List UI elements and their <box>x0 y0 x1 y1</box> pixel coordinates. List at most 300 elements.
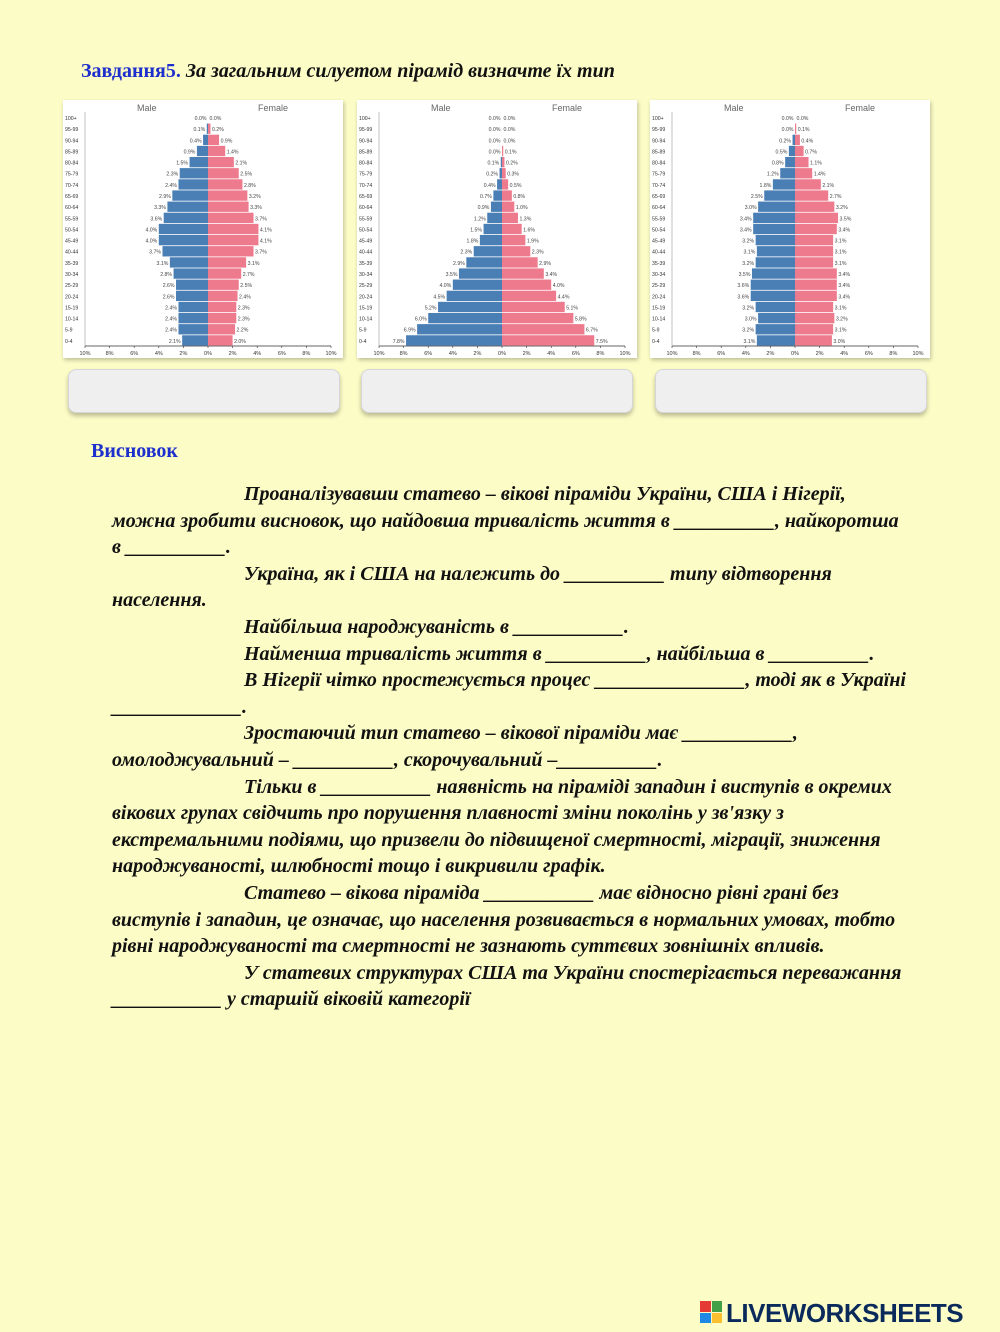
female-value-label: 0.0% <box>503 116 516 123</box>
age-group-label: 90-94 <box>359 138 373 145</box>
bar-female <box>795 157 809 167</box>
conclusion-paragraph: Найбільша народжуваність в ___________. <box>244 615 629 638</box>
x-tick-label: 4% <box>154 351 163 357</box>
female-value-label: 2.9% <box>539 260 551 267</box>
conclusion-paragraph: Статево – вікова піраміда ___________ має відносно рівні грані без виступів і западин, це означає, що населення розвивається в нормальних умовах, тобто рівні народжуваності та смертності не зазнають суттєвих зовнішніх впливів. <box>112 881 896 958</box>
female-value-label: 3.1% <box>834 260 847 267</box>
age-group-label: 50-54 <box>65 227 79 234</box>
bar-female <box>795 135 800 145</box>
bar-male <box>487 213 502 223</box>
male-value-label: 1.2% <box>766 171 779 178</box>
x-tick-label: 10% <box>373 351 385 357</box>
female-value-label: 1.4% <box>813 171 826 178</box>
conclusion-paragraph: В Нігерії чітко простежується процес _______________, тоді як в Україні _____________. <box>112 669 906 718</box>
female-value-label: 3.4% <box>838 283 851 290</box>
bar-male <box>493 190 502 200</box>
age-group-label: 95-99 <box>65 127 79 134</box>
female-value-label: 3.1% <box>247 260 260 267</box>
x-tick-label: 8% <box>596 351 605 357</box>
bar-male <box>164 213 208 223</box>
female-value-label: 3.2% <box>835 316 848 323</box>
bar-male <box>756 302 795 312</box>
age-group-label: 40-44 <box>652 249 666 256</box>
bar-male <box>757 246 795 256</box>
pyramid-svg <box>63 100 343 358</box>
age-group-label: 35-39 <box>65 260 79 267</box>
bar-female <box>795 146 804 156</box>
bar-female <box>795 280 837 290</box>
bar-female <box>208 168 239 178</box>
bar-female <box>795 168 812 178</box>
female-value-label: 4.4% <box>557 294 570 301</box>
bar-female <box>502 302 565 312</box>
male-value-label: 0.0% <box>781 116 794 123</box>
male-value-label: 6.9% <box>403 327 416 334</box>
female-value-label: 3.3% <box>250 205 262 212</box>
age-group-label: 10-14 <box>652 316 666 323</box>
male-value-label: 2.4% <box>165 305 177 312</box>
female-value-label: 0.0% <box>796 116 809 123</box>
bar-male <box>167 202 208 212</box>
male-value-label: 4.0% <box>145 227 158 234</box>
bar-female <box>502 324 584 334</box>
legend-male: Male <box>431 103 451 113</box>
bar-female <box>502 157 504 167</box>
age-group-label: 85-89 <box>65 149 79 156</box>
answer-field-3[interactable] <box>655 369 927 413</box>
age-group-label: 60-64 <box>652 205 666 212</box>
bar-male <box>178 313 208 323</box>
female-value-label: 2.1% <box>822 182 835 189</box>
x-tick-label: 10% <box>619 351 631 357</box>
female-value-label: 0.7% <box>805 149 817 156</box>
x-tick-label: 2% <box>228 351 237 357</box>
x-tick-label: 6% <box>571 351 580 357</box>
female-value-label: 2.3% <box>237 316 250 323</box>
age-group-label: 0-4 <box>65 338 73 345</box>
age-group-label: 35-39 <box>652 260 666 267</box>
bar-female <box>502 268 544 278</box>
bar-male <box>170 257 208 267</box>
answer-field-2[interactable] <box>361 369 633 413</box>
male-value-label: 4.5% <box>433 294 446 301</box>
male-value-label: 7.8% <box>392 338 405 345</box>
x-tick-label: 8% <box>692 351 701 357</box>
pyramid-chart-3 <box>650 100 930 358</box>
bar-female <box>795 202 834 212</box>
bar-male <box>758 313 795 323</box>
bar-male <box>466 257 502 267</box>
liveworksheets-logo[interactable] <box>700 1298 995 1328</box>
bar-female <box>502 313 573 323</box>
bar-male <box>453 280 502 290</box>
bar-male <box>756 257 795 267</box>
male-value-label: 0.2% <box>779 138 792 145</box>
female-value-label: 2.7% <box>829 194 842 201</box>
bar-female <box>502 168 506 178</box>
bar-female <box>208 280 239 290</box>
age-group-label: 20-24 <box>65 294 79 301</box>
female-value-label: 3.4% <box>838 294 851 301</box>
x-tick-label: 4% <box>448 351 457 357</box>
bar-male <box>764 190 795 200</box>
logo-square <box>700 1313 711 1324</box>
x-tick-label: 8% <box>302 351 311 357</box>
male-value-label: 3.7% <box>149 249 161 256</box>
x-tick-label: 8% <box>889 351 898 357</box>
male-value-label: 3.5% <box>445 272 458 279</box>
x-tick-label: 10% <box>912 351 924 357</box>
bar-male <box>758 202 795 212</box>
bar-female <box>208 157 234 167</box>
female-value-label: 2.3% <box>237 305 250 312</box>
bar-female <box>795 268 837 278</box>
male-value-label: 0.9% <box>477 205 490 212</box>
female-value-label: 5.1% <box>566 305 579 312</box>
conclusion-heading: Висновок <box>91 440 178 462</box>
male-value-label: 3.2% <box>742 238 755 245</box>
bar-male <box>757 335 795 345</box>
logo-square <box>712 1301 723 1312</box>
age-group-label: 75-79 <box>652 171 666 178</box>
age-group-label: 25-29 <box>65 283 79 290</box>
male-value-label: 3.6% <box>737 294 750 301</box>
age-group-label: 30-34 <box>652 272 666 279</box>
male-value-label: 0.0% <box>488 127 501 134</box>
bar-female <box>208 213 254 223</box>
x-tick-label: 8% <box>399 351 408 357</box>
bar-female <box>208 324 235 334</box>
female-value-label: 2.8% <box>243 182 256 189</box>
bar-male <box>438 302 502 312</box>
age-group-label: 35-39 <box>359 260 373 267</box>
age-group-label: 45-49 <box>359 238 373 245</box>
female-value-label: 5.8% <box>574 316 587 323</box>
male-value-label: 1.8% <box>466 238 479 245</box>
age-group-label: 70-74 <box>652 182 666 189</box>
bar-male <box>789 146 795 156</box>
age-group-label: 85-89 <box>359 149 373 156</box>
age-group-label: 5-9 <box>65 327 73 334</box>
male-value-label: 0.5% <box>775 149 788 156</box>
age-group-label: 30-34 <box>65 272 79 279</box>
male-value-label: 2.5% <box>750 194 763 201</box>
female-value-label: 0.5% <box>509 182 522 189</box>
female-value-label: 3.2% <box>835 205 848 212</box>
bar-male <box>501 157 502 167</box>
female-value-label: 4.1% <box>259 227 272 234</box>
age-group-label: 80-84 <box>65 160 79 167</box>
pyramid-chart-2 <box>357 100 637 358</box>
male-value-label: 0.1% <box>487 160 500 167</box>
x-tick-label: 2% <box>766 351 775 357</box>
bar-male <box>159 224 208 234</box>
female-value-label: 2.4% <box>239 294 251 301</box>
age-group-label: 15-19 <box>652 305 666 312</box>
male-value-label: 2.3% <box>460 249 473 256</box>
age-group-label: 30-34 <box>359 272 373 279</box>
conclusion-paragraph: Проаналізувавши статево – вікові піраміди України, США і Нігерії, можна зробити висновок, що найдовша тривалість життя в __________, найкоротша в __________. <box>112 483 899 559</box>
legend-male: Male <box>137 103 157 113</box>
bar-female <box>208 146 225 156</box>
x-tick-label: 0% <box>791 351 799 357</box>
male-value-label: 2.4% <box>165 316 177 323</box>
male-value-label: 3.6% <box>150 216 163 223</box>
bar-male <box>428 313 502 323</box>
bar-female <box>208 135 219 145</box>
male-value-label: 1.5% <box>470 227 483 234</box>
bar-male <box>159 235 208 245</box>
bar-female <box>502 257 538 267</box>
pyramid-svg <box>650 100 930 358</box>
male-value-label: 0.0% <box>488 149 501 156</box>
bar-female <box>795 313 834 323</box>
bar-female <box>502 246 530 256</box>
age-group-label: 60-64 <box>65 205 79 212</box>
age-group-label: 65-69 <box>652 194 666 201</box>
female-value-label: 1.9% <box>526 238 539 245</box>
male-value-label: 0.9% <box>183 149 196 156</box>
male-value-label: 3.0% <box>744 316 757 323</box>
age-group-label: 15-19 <box>65 305 79 312</box>
male-value-label: 1.8% <box>759 182 772 189</box>
male-value-label: 3.1% <box>156 260 169 267</box>
bar-female <box>795 224 837 234</box>
bar-female <box>795 179 821 189</box>
female-value-label: 3.1% <box>834 238 847 245</box>
female-value-label: 0.4% <box>801 138 814 145</box>
conclusion-paragraph: У статевих структурах США та України спостерігається переважання ___________ у старшій віковій категорії <box>112 961 902 1011</box>
bar-female <box>795 124 796 134</box>
brand-name: LIVEWORKSHEETS <box>726 1298 964 1328</box>
female-value-label: 2.2% <box>236 327 249 334</box>
female-value-label: 2.7% <box>242 272 255 279</box>
task-title <box>81 60 961 83</box>
bar-female <box>208 235 258 245</box>
bar-male <box>447 291 502 301</box>
legend-female: Female <box>258 103 289 113</box>
bar-female <box>502 213 518 223</box>
bar-male <box>752 268 795 278</box>
x-tick-label: 6% <box>864 351 873 357</box>
x-tick-label: 2% <box>179 351 188 357</box>
female-value-label: 6.7% <box>585 327 598 334</box>
bar-female <box>208 257 246 267</box>
bar-male <box>178 179 208 189</box>
answer-field-1[interactable] <box>68 369 340 413</box>
x-tick-label: 2% <box>473 351 482 357</box>
male-value-label: 3.2% <box>742 327 755 334</box>
age-group-label: 55-59 <box>652 216 666 223</box>
bar-female <box>208 124 210 134</box>
logo-square <box>700 1301 711 1312</box>
age-group-label: 0-4 <box>652 338 660 345</box>
bar-female <box>795 246 833 256</box>
female-value-label: 0.0% <box>503 138 516 145</box>
task-label: Завдання5. <box>81 60 181 82</box>
bar-male <box>751 291 795 301</box>
bar-male <box>751 280 795 290</box>
bar-female <box>208 302 236 312</box>
legend-female: Female <box>845 103 876 113</box>
bar-male <box>178 324 208 334</box>
x-tick-label: 4% <box>741 351 750 357</box>
age-group-label: 95-99 <box>652 127 666 134</box>
male-value-label: 3.2% <box>742 305 755 312</box>
female-value-label: 0.2% <box>505 160 518 167</box>
bar-female <box>208 335 233 345</box>
conclusion-paragraph: Найменша тривалість життя в __________, найбільша в __________. <box>244 642 875 665</box>
female-value-label: 2.0% <box>234 338 246 345</box>
age-group-label: 15-19 <box>359 305 373 312</box>
male-value-label: 3.1% <box>743 338 756 345</box>
male-value-label: 1.5% <box>176 160 189 167</box>
age-group-label: 5-9 <box>652 327 660 334</box>
age-group-label: 55-59 <box>359 216 373 223</box>
bar-female <box>208 202 249 212</box>
bar-male <box>178 302 208 312</box>
age-group-label: 25-29 <box>652 283 666 290</box>
male-value-label: 3.2% <box>742 260 755 267</box>
bar-male <box>180 168 208 178</box>
bar-female <box>795 213 838 223</box>
age-group-label: 95-99 <box>359 127 373 134</box>
male-value-label: 4.0% <box>145 238 158 245</box>
age-group-label: 100+ <box>65 116 77 123</box>
male-value-label: 0.8% <box>771 160 784 167</box>
bar-female <box>208 268 241 278</box>
task-text: За загальним силуетом пірамід визначте їх тип <box>180 60 615 82</box>
pyramid-svg <box>357 100 637 358</box>
age-group-label: 25-29 <box>359 283 373 290</box>
bar-male <box>785 157 795 167</box>
female-value-label: 2.1% <box>235 160 248 167</box>
female-value-label: 3.1% <box>834 249 847 256</box>
bar-male <box>176 280 208 290</box>
bar-male <box>780 168 795 178</box>
bar-female <box>795 257 833 267</box>
male-value-label: 3.1% <box>743 249 756 256</box>
x-tick-label: 10% <box>325 351 337 357</box>
age-group-label: 70-74 <box>359 182 373 189</box>
male-value-label: 0.7% <box>480 194 492 201</box>
bar-male <box>190 157 208 167</box>
age-group-label: 0-4 <box>359 338 367 345</box>
male-value-label: 3.4% <box>739 216 752 223</box>
age-group-label: 20-24 <box>359 294 373 301</box>
logo-square <box>712 1313 723 1324</box>
female-value-label: 3.7% <box>255 249 267 256</box>
bar-male <box>474 246 502 256</box>
female-value-label: 0.0% <box>209 116 222 123</box>
female-value-label: 3.5% <box>839 216 852 223</box>
x-tick-label: 0% <box>204 351 212 357</box>
female-value-label: 3.0% <box>833 338 846 345</box>
female-value-label: 3.4% <box>838 227 851 234</box>
age-group-label: 50-54 <box>359 227 373 234</box>
female-value-label: 2.5% <box>240 171 253 178</box>
female-value-label: 1.0% <box>515 205 528 212</box>
bar-male <box>756 235 795 245</box>
x-tick-label: 10% <box>79 351 91 357</box>
bar-female <box>795 291 837 301</box>
bar-female <box>795 335 832 345</box>
x-tick-label: 4% <box>547 351 556 357</box>
age-group-label: 5-9 <box>359 327 367 334</box>
female-value-label: 0.9% <box>220 138 233 145</box>
female-value-label: 0.8% <box>513 194 526 201</box>
liveworksheets-logo-icon <box>700 1301 722 1323</box>
female-value-label: 7.5% <box>595 338 608 345</box>
male-value-label: 2.4% <box>165 327 177 334</box>
x-tick-label: 4% <box>253 351 262 357</box>
bar-female <box>502 335 594 345</box>
bar-male <box>480 235 502 245</box>
bar-female <box>795 302 833 312</box>
female-value-label: 2.5% <box>240 283 253 290</box>
bar-male <box>756 324 795 334</box>
age-group-label: 75-79 <box>65 171 79 178</box>
male-value-label: 0.0% <box>781 127 794 134</box>
x-tick-label: 0% <box>498 351 506 357</box>
pyramid-chart-1 <box>63 100 343 358</box>
male-value-label: 0.4% <box>483 182 496 189</box>
bar-female <box>502 190 512 200</box>
bar-female <box>795 190 828 200</box>
male-value-label: 1.2% <box>473 216 486 223</box>
legend-female: Female <box>552 103 583 113</box>
bar-male <box>491 202 502 212</box>
female-value-label: 1.3% <box>519 216 532 223</box>
female-value-label: 4.0% <box>552 283 565 290</box>
bar-female <box>208 179 242 189</box>
female-value-label: 3.1% <box>834 305 847 312</box>
bar-female <box>208 291 238 301</box>
male-value-label: 3.5% <box>738 272 751 279</box>
x-tick-label: 6% <box>717 351 726 357</box>
male-value-label: 0.0% <box>488 138 501 145</box>
male-value-label: 5.2% <box>424 305 437 312</box>
female-value-label: 3.1% <box>834 327 847 334</box>
bar-female <box>208 224 258 234</box>
age-group-label: 80-84 <box>652 160 666 167</box>
male-value-label: 2.8% <box>160 272 173 279</box>
age-group-label: 85-89 <box>652 149 666 156</box>
male-value-label: 3.4% <box>739 227 752 234</box>
bar-female <box>502 202 514 212</box>
age-group-label: 40-44 <box>65 249 79 256</box>
male-value-label: 2.9% <box>159 194 171 201</box>
bar-female <box>502 235 525 245</box>
x-tick-label: 6% <box>277 351 286 357</box>
x-tick-label: 8% <box>105 351 114 357</box>
age-group-label: 50-54 <box>652 227 666 234</box>
female-value-label: 3.7% <box>255 216 267 223</box>
age-group-label: 45-49 <box>65 238 79 245</box>
male-value-label: 2.3% <box>166 171 179 178</box>
bar-male <box>484 224 502 234</box>
age-group-label: 65-69 <box>65 194 79 201</box>
female-value-label: 0.0% <box>503 127 516 134</box>
bar-male <box>459 268 502 278</box>
male-value-label: 0.4% <box>189 138 202 145</box>
x-tick-label: 10% <box>666 351 678 357</box>
age-group-label: 100+ <box>652 116 664 123</box>
age-group-label: 20-24 <box>652 294 666 301</box>
bar-male <box>793 135 795 145</box>
male-value-label: 3.0% <box>744 205 757 212</box>
bar-female <box>502 280 551 290</box>
